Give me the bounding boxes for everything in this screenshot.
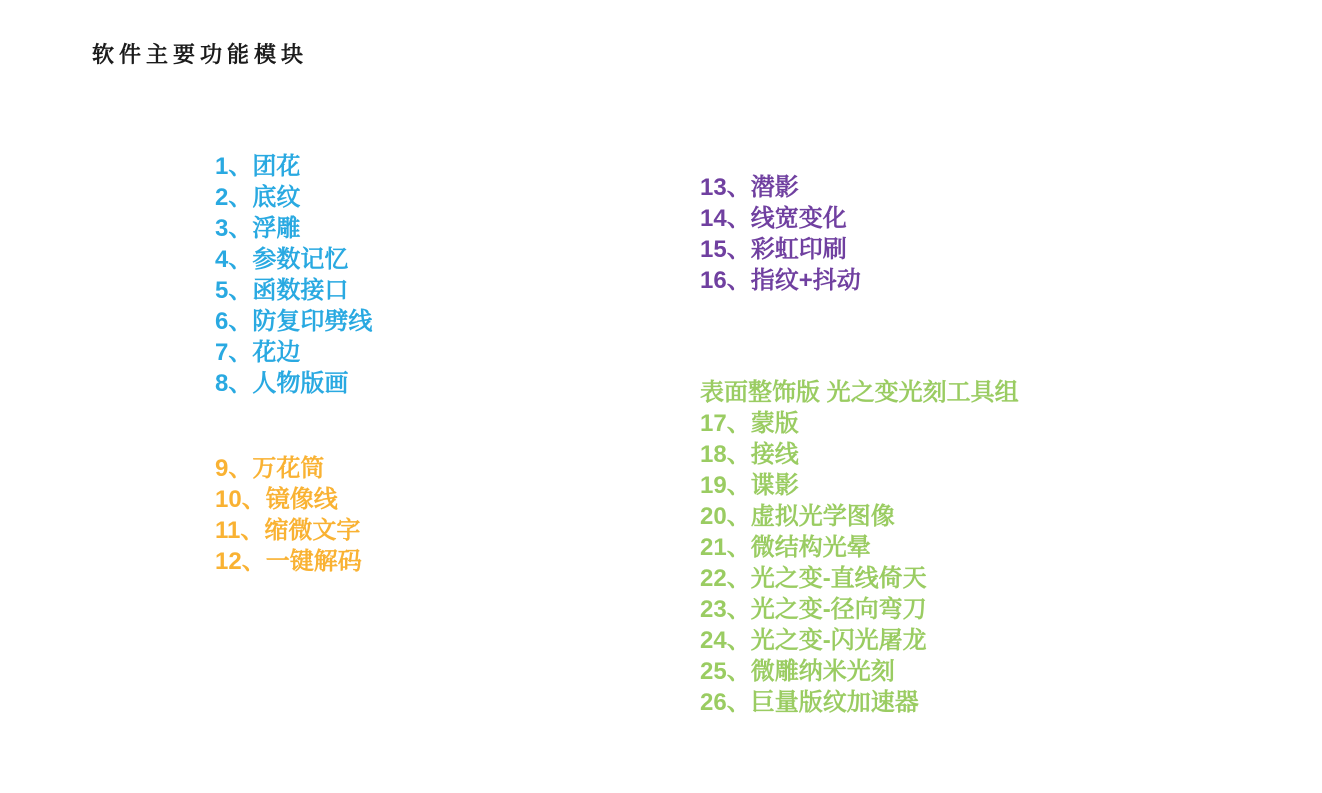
feature-item-basic: 5、函数接口 [215,277,349,304]
feature-item-security: 14、线宽变化 [700,205,847,232]
feature-item-lithography: 26、巨量版纹加速器 [700,689,919,716]
feature-item-basic: 2、底纹 [215,184,301,211]
list-lithography-modules [700,408,1019,718]
feature-item-lithography: 24、光之变-闪光屠龙 [700,627,927,654]
feature-item-lithography: 23、光之变-径向弯刀 [700,596,927,623]
feature-item-lithography: 17、蒙版 [700,410,799,437]
page-title: 软件主要功能模块 [92,42,309,67]
feature-item-basic: 7、花边 [215,339,301,366]
feature-item-basic: 1、团花 [215,153,301,180]
feature-item-lithography: 22、光之变-直线倚天 [700,565,927,592]
feature-item-lithography: 20、虚拟光学图像 [700,503,895,530]
feature-item-basic: 6、防复印劈线 [215,308,373,335]
feature-item-basic: 8、人物版画 [215,370,349,397]
feature-item-security: 16、指纹+抖动 [700,267,861,294]
feature-item-lithography: 25、微雕纳米光刻 [700,658,895,685]
group-header-lithography: 表面整饰版 光之变光刻工具组 [700,379,1019,406]
feature-item-advanced: 11、缩微文字 [215,517,361,544]
feature-item-basic: 3、浮雕 [215,215,301,242]
feature-item-basic: 4、参数记忆 [215,246,349,273]
list-advanced-modules [215,453,362,577]
feature-item-advanced: 12、一键解码 [215,548,362,575]
feature-item-security: 13、潜影 [700,174,799,201]
list-security-modules [700,172,861,296]
list-basic-modules [215,151,372,399]
feature-item-security: 15、彩虹印刷 [700,236,847,263]
feature-item-advanced: 9、万花筒 [215,455,325,482]
feature-item-advanced: 10、镜像线 [215,486,338,513]
feature-item-lithography: 21、微结构光晕 [700,534,871,561]
feature-item-lithography: 19、谍影 [700,472,799,499]
feature-item-lithography: 18、接线 [700,441,799,468]
group-lithography-modules [700,377,1019,718]
